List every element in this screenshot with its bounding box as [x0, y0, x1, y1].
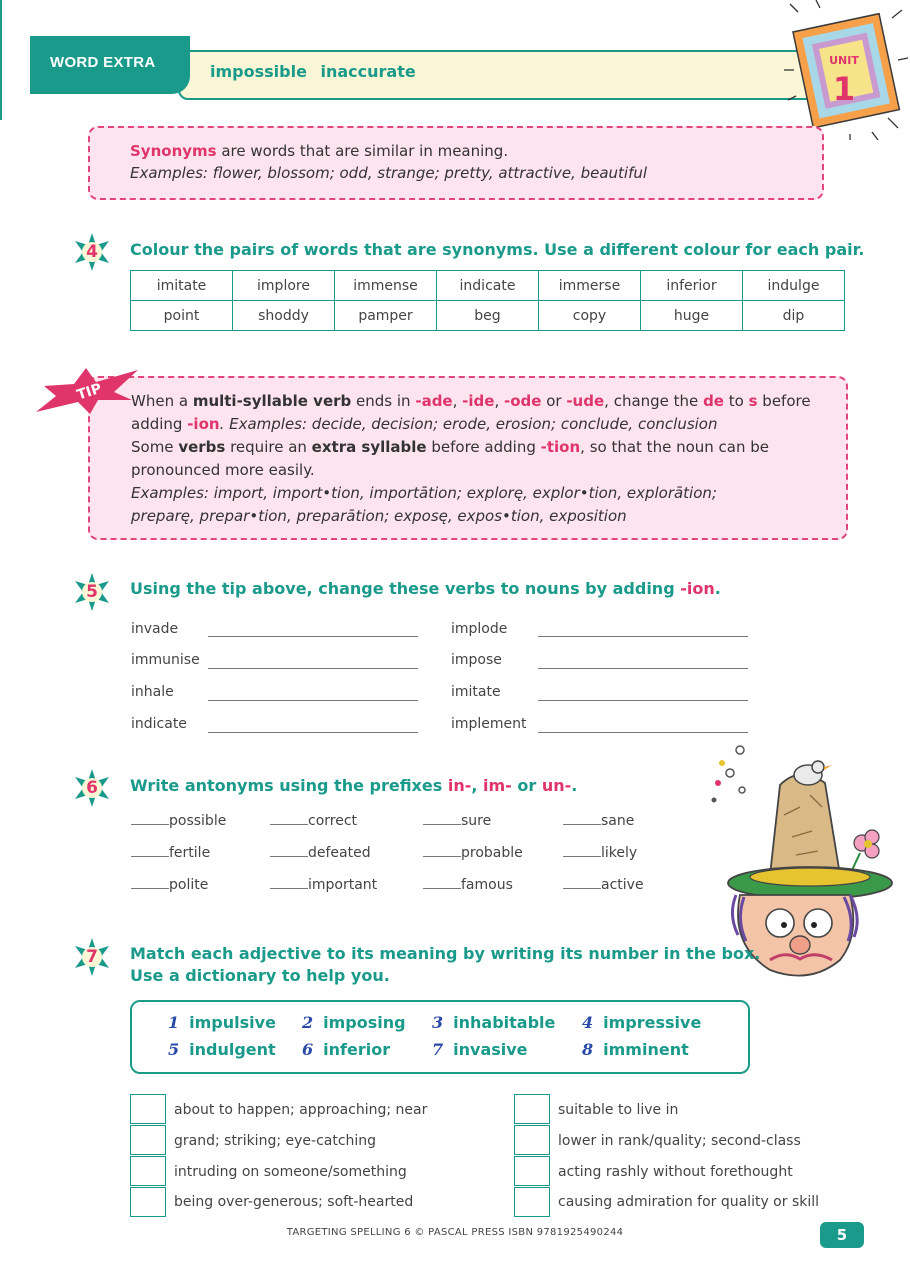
antonym-item[interactable]: probable [423, 845, 523, 861]
word-extra-words [210, 62, 424, 81]
tip-line-2: adding -ion. Examples: decide, decision; erode, erosion; conclude, conclusion [131, 415, 718, 433]
adjective-item: 4 impressive [582, 1013, 702, 1032]
q5-left-word: immunise [131, 652, 200, 668]
table-cell[interactable]: point [131, 301, 233, 331]
tip-line-5: Examples: import, import•tion, importātion; explorę, explor•tion, explorātion; [131, 484, 717, 502]
word-extra-word: impossible [210, 62, 307, 81]
edge-line [0, 0, 2, 120]
table-cell[interactable]: huge [641, 301, 743, 331]
antonym-item[interactable]: polite [131, 877, 208, 893]
table-cell[interactable]: imitate [131, 271, 233, 301]
answer-line[interactable] [208, 732, 418, 733]
table-cell[interactable]: indicate [437, 271, 539, 301]
adjective-item: 8 imminent [582, 1040, 689, 1059]
answer-box[interactable] [130, 1094, 166, 1124]
table-row [131, 301, 845, 331]
antonym-item[interactable]: active [563, 877, 644, 893]
answer-box[interactable] [514, 1094, 550, 1124]
question-4-title: Colour the pairs of words that are synonyms. Use a different colour for each pair. [130, 240, 865, 259]
question-4-star [72, 232, 112, 272]
question-6-star [72, 768, 112, 808]
meaning-text: being over-generous; soft-hearted [174, 1194, 414, 1210]
table-cell[interactable]: implore [233, 271, 335, 301]
page-number: 5 [820, 1222, 864, 1248]
word-extra-word: inaccurate [320, 62, 416, 81]
question-5-star [72, 572, 112, 612]
antonym-item[interactable]: sure [423, 813, 491, 829]
answer-box[interactable] [130, 1125, 166, 1155]
meaning-text: grand; striking; eye-catching [174, 1133, 377, 1149]
synonyms-term: Synonyms [130, 142, 217, 160]
unit-number: 1 [832, 70, 856, 108]
adjective-item: 2 imposing [302, 1013, 406, 1032]
q5-right-word: imitate [451, 684, 501, 700]
question-4-number: 4 [86, 242, 98, 262]
adjective-item: 5 indulgent [168, 1040, 276, 1059]
antonym-item[interactable]: important [270, 877, 377, 893]
tip-line-6: preparę, prepar•tion, preparātion; exposę, expos•tion, exposition [131, 507, 627, 525]
question-7-title-line-1: Match each adjective to its meaning by writing its number in the box. [130, 944, 761, 963]
table-cell[interactable]: indulge [743, 271, 845, 301]
table-cell[interactable]: pamper [335, 301, 437, 331]
meaning-text: lower in rank/quality; second-class [558, 1133, 801, 1149]
table-row [131, 271, 845, 301]
q5-right-word: implode [451, 621, 508, 637]
adjective-item: 3 inhabitable [432, 1013, 556, 1032]
q5-right-word: impose [451, 652, 502, 668]
tip-line-3: Some verbs require an extra syllable before adding -tion, so that the noun can be [131, 438, 769, 456]
answer-line[interactable] [538, 636, 748, 637]
q5-right-word: implement [451, 716, 527, 732]
antonym-item[interactable]: fertile [131, 845, 210, 861]
adjective-item: 1 impulsive [168, 1013, 276, 1032]
table-cell[interactable]: immerse [539, 271, 641, 301]
question-7-star [72, 937, 112, 977]
word-extra-tab [30, 36, 190, 94]
answer-box[interactable] [130, 1187, 166, 1217]
word-extra-label: WORD EXTRA [50, 54, 156, 71]
table-cell[interactable]: beg [437, 301, 539, 331]
answer-box[interactable] [130, 1156, 166, 1186]
answer-line[interactable] [538, 668, 748, 669]
question-5-title: Using the tip above, change these verbs to nouns by adding -ion. [130, 579, 721, 598]
answer-box[interactable] [514, 1125, 550, 1155]
antonym-item[interactable]: correct [270, 813, 357, 829]
tip-burst-icon [34, 366, 144, 416]
answer-line[interactable] [208, 668, 418, 669]
synonym-table [130, 270, 845, 331]
tip-label: TIP [75, 380, 104, 404]
footer-text: TARGETING SPELLING 6 © PASCAL PRESS ISBN 9781925490244 [286, 1227, 624, 1238]
question-6-title: Write antonyms using the prefixes in-, im- or un-. [130, 776, 578, 795]
answer-line[interactable] [538, 700, 748, 701]
meaning-text: acting rashly without forethought [558, 1164, 793, 1180]
antonym-item[interactable]: famous [423, 877, 513, 893]
question-6-number: 6 [86, 778, 98, 798]
tip-line-4: pronounced more easily. [131, 461, 315, 479]
adjective-item: 7 invasive [432, 1040, 528, 1059]
adjective-box [130, 1000, 750, 1074]
table-cell[interactable]: inferior [641, 271, 743, 301]
q5-left-word: inhale [131, 684, 174, 700]
adjective-item: 6 inferior [302, 1040, 391, 1059]
q5-left-word: indicate [131, 716, 187, 732]
question-7-number: 7 [86, 947, 98, 967]
answer-line[interactable] [208, 636, 418, 637]
meaning-text: about to happen; approaching; near [174, 1102, 428, 1118]
table-cell[interactable]: shoddy [233, 301, 335, 331]
meaning-text: suitable to live in [558, 1102, 679, 1118]
synonyms-examples: Examples: flower, blossom; odd, strange; pretty, attractive, beautiful [130, 164, 648, 182]
question-7-title-line-2: Use a dictionary to help you. [130, 966, 390, 985]
answer-line[interactable] [538, 732, 748, 733]
meaning-text: intruding on someone/something [174, 1164, 407, 1180]
antonym-item[interactable]: sane [563, 813, 634, 829]
table-cell[interactable]: dip [743, 301, 845, 331]
table-cell[interactable]: immense [335, 271, 437, 301]
unit-label: UNIT [829, 54, 859, 67]
answer-box[interactable] [514, 1187, 550, 1217]
antonym-item[interactable]: possible [131, 813, 226, 829]
antonym-item[interactable]: likely [563, 845, 637, 861]
meaning-text: causing admiration for quality or skill [558, 1194, 820, 1210]
antonym-item[interactable]: defeated [270, 845, 371, 861]
answer-line[interactable] [208, 700, 418, 701]
unit-badge [780, 0, 910, 140]
synonyms-definition-text: are words that are similar in meaning. [216, 142, 509, 160]
answer-box[interactable] [514, 1156, 550, 1186]
question-5-number: 5 [86, 582, 98, 602]
synonyms-definition [130, 140, 508, 162]
q5-left-word: invade [131, 621, 179, 637]
table-cell[interactable]: copy [539, 301, 641, 331]
tip-line-1: When a multi-syllable verb ends in -ade, -ide, -ode or -ude, change the de to s before [131, 392, 811, 410]
